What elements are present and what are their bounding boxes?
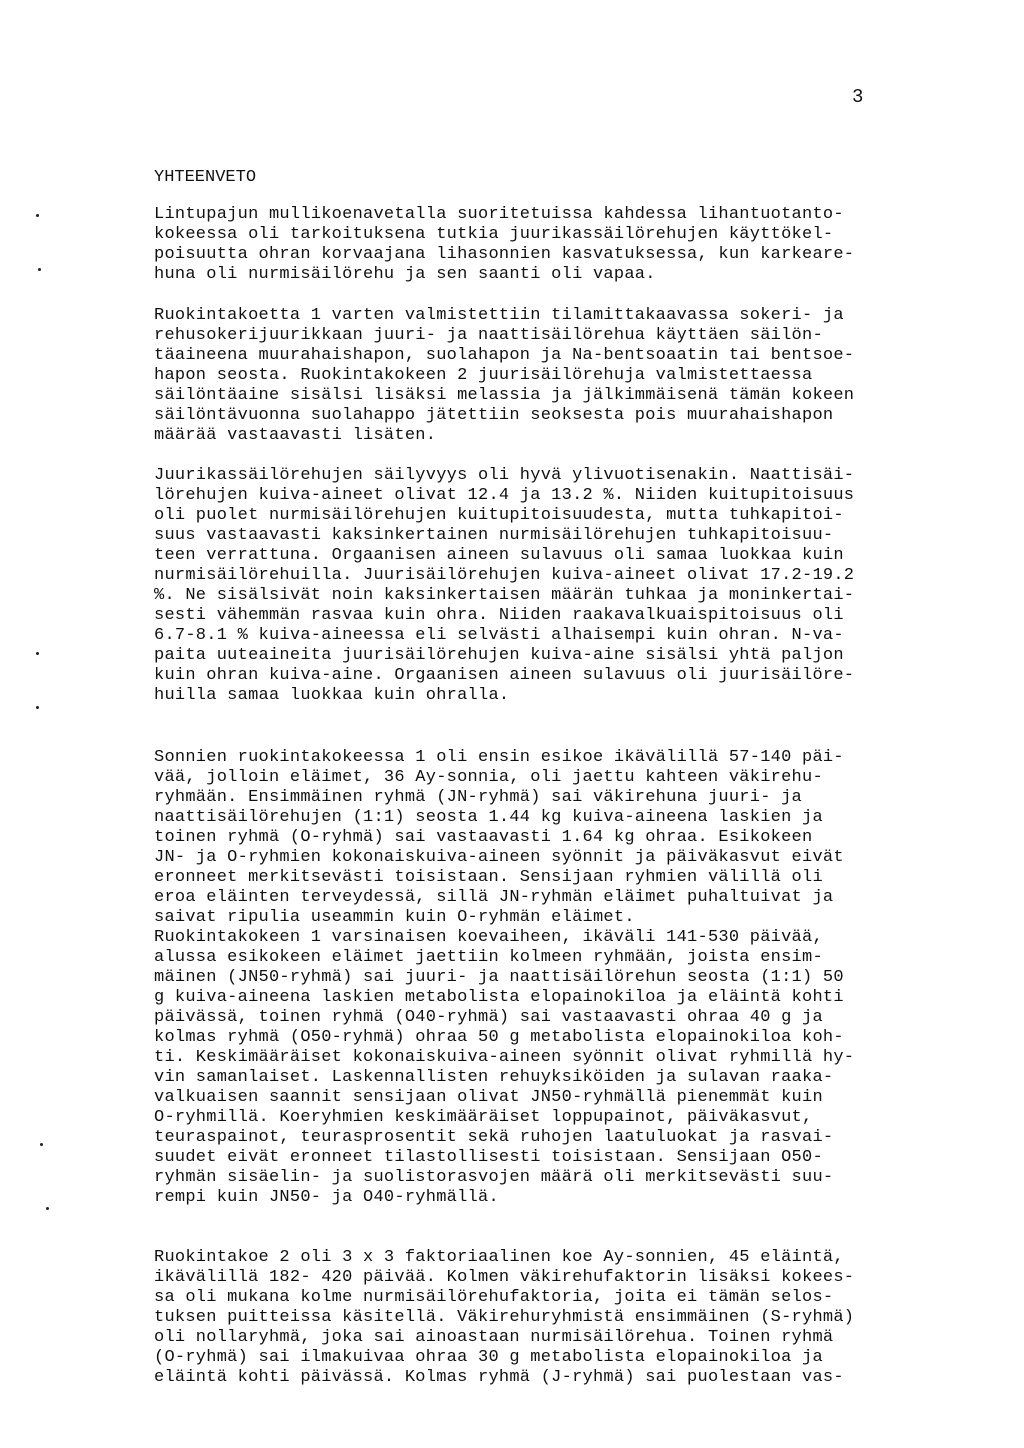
text-line: hapon seosta. Ruokintakokeen 2 juurisäilörehuja valmistettaessa: [154, 366, 813, 385]
text-line: vin samanlaiset. Laskennallisten rehuyksiköiden ja sulavan raaka-: [154, 1068, 834, 1087]
text-line: kolmas ryhmä (O50-ryhmä) ohraa 50 g metabolista elopainokiloa koh-: [154, 1028, 844, 1047]
text-line: tuksen puitteissa käsitellä. Väkirehuryhmistä ensimmäinen (S-ryhmä): [154, 1308, 855, 1327]
text-line: määrää vastaavasti lisäten.: [154, 426, 437, 445]
scan-speck: [46, 1207, 49, 1210]
text-line: toinen ryhmä (O-ryhmä) sai vastaavasti 1.64 kg ohraa. Esikokeen: [154, 828, 813, 847]
text-line: g kuiva-aineena laskien metabolista elopainokiloa ja eläintä kohti: [154, 988, 844, 1007]
text-line: kuin ohran kuiva-aine. Orgaanisen aineen sulavuus oli juurisäilöre-: [154, 666, 855, 685]
text-line: Lintupajun mullikoenavetalla suoritetuissa kahdessa lihantuotanto-: [154, 205, 844, 224]
text-line: eroa eläinten terveydessä, sillä JN-ryhmän eläimet puhaltuivat ja: [154, 888, 834, 907]
scan-speck: [36, 652, 39, 655]
text-line: huna oli nurmisäilörehu ja sen saanti oli vapaa.: [154, 265, 656, 284]
text-line: (O-ryhmä) sai ilmakuivaa ohraa 30 g metabolista elopainokiloa ja: [154, 1348, 823, 1367]
text-line: mäinen (JN50-ryhmä) sai juuri- ja naattisäilörehun seosta (1:1) 50: [154, 968, 844, 987]
text-line: 6.7-8.1 % kuiva-aineessa eli selvästi alhaisempi kuin ohran. N-va-: [154, 626, 844, 645]
paragraph-trial-2: [154, 1248, 974, 1388]
text-line: huilla samaa luokkaa kuin ohralla.: [154, 686, 510, 705]
text-line: naattisäilörehujen (1:1) seosta 1.44 kg kuiva-aineena laskien ja: [154, 808, 823, 827]
text-line: valkuaisen saannit sensijaan olivat JN50-ryhmällä pienemmät kuin: [154, 1088, 823, 1107]
paragraph-silage-preparation: [154, 306, 974, 446]
text-line: sa oli mukana kolme nurmisäilörehufaktoria, joita ei tämän selos-: [154, 1288, 834, 1307]
text-line: oli nollaryhmä, joka sai ainoastaan nurmisäilörehua. Toinen ryhmä: [154, 1328, 834, 1347]
scan-speck: [36, 214, 39, 217]
text-line: oli puolet nurmisäilörehujen kuitupitoisuudesta, mutta tuhkapitoi-: [154, 506, 844, 525]
page-number: 3: [852, 86, 864, 108]
text-line: päivässä, toinen ryhmä (O40-ryhmä) sai vastaavasti ohraa 40 g ja: [154, 1008, 823, 1027]
scan-speck: [38, 268, 41, 271]
text-line: O-ryhmillä. Koeryhmien keskimääräiset loppupainot, päiväkasvut,: [154, 1108, 813, 1127]
text-line: ryhmän sisäelin- ja suolistorasvojen määrä oli merkitsevästi suu-: [154, 1168, 834, 1187]
text-line: täaineena muurahaishapon, suolahapon ja Na-bentsoaatin tai bentsoe-: [154, 346, 855, 365]
text-line: saivat ripulia useammin kuin O-ryhmän eläimet.: [154, 908, 635, 927]
text-line: poisuutta ohran korvaajana lihasonnien kasvatuksessa, kun karkeare-: [154, 245, 855, 264]
text-line: JN- ja O-ryhmien kokonaiskuiva-aineen syönnit ja päiväkasvut eivät: [154, 848, 844, 867]
text-line: alussa esikokeen eläimet jaettiin kolmeen ryhmään, joista ensim-: [154, 948, 823, 967]
scan-speck: [36, 706, 39, 709]
text-line: teen verrattuna. Orgaanisen aineen sulavuus oli samaa luokkaa kuin: [154, 546, 844, 565]
text-line: Juurikassäilörehujen säilyvyys oli hyvä ylivuotisenakin. Naattisäi-: [154, 466, 855, 485]
text-line: sesti vähemmän rasvaa kuin ohra. Niiden raakavalkuaispitoisuus oli: [154, 606, 844, 625]
paragraph-preliminary-trial: [154, 748, 974, 928]
text-line: Ruokintakoetta 1 varten valmistettiin tilamittakaavassa sokeri- ja: [154, 306, 844, 325]
scan-speck: [40, 1143, 43, 1146]
text-line: ryhmään. Ensimmäinen ryhmä (JN-ryhmä) sai väkirehuna juuri- ja: [154, 788, 803, 807]
text-line: suudet eivät eronneet tilastollisesti toisistaan. Sensijaan O50-: [154, 1148, 823, 1167]
page-heading: YHTEENVETO: [154, 168, 257, 187]
text-line: vää, jolloin eläimet, 36 Ay-sonnia, oli jaettu kahteen väkirehu-: [154, 768, 823, 787]
text-line: rempi kuin JN50- ja O40-ryhmällä.: [154, 1188, 499, 1207]
text-line: suus vastaavasti kaksinkertainen nurmisäilörehujen tuhkapitoisuu-: [154, 526, 834, 545]
text-line: lörehujen kuiva-aineet olivat 12.4 ja 13.2 %. Niiden kuitupitoisuus: [154, 486, 855, 505]
text-line: eläintä kohti päivässä. Kolmas ryhmä (J-ryhmä) sai puolestaan vas-: [154, 1368, 844, 1387]
text-line: paita uuteaineita juurisäilörehujen kuiva-aine sisälsi yhtä paljon: [154, 646, 844, 665]
text-line: nurmisäilörehuilla. Juurisäilörehujen kuiva-aineet olivat 17.2-19.2: [154, 566, 855, 585]
paragraph-silage-quality: [154, 466, 974, 706]
text-line: ti. Keskimääräiset kokonaiskuiva-aineen syönnit olivat ryhmillä hy-: [154, 1048, 855, 1067]
paragraph-summary-intro: [154, 205, 974, 285]
text-line: eronneet merkitsevästi toisistaan. Sensijaan ryhmien välillä oli: [154, 868, 823, 887]
text-line: teuraspainot, teurasprosentit sekä ruhojen laatuluokat ja rasvai-: [154, 1128, 834, 1147]
text-line: säilöntävuonna suolahappo jätettiin seoksesta pois muurahaishapon: [154, 406, 834, 425]
text-line: kokeessa oli tarkoituksena tutkia juurikassäilörehujen käyttökel-: [154, 225, 834, 244]
text-line: ikävälillä 182- 420 päivää. Kolmen väkirehufaktorin lisäksi kokees-: [154, 1268, 855, 1287]
text-line: Sonnien ruokintakokeessa 1 oli ensin esikoe ikävälillä 57-140 päi-: [154, 748, 844, 767]
text-line: %. Ne sisälsivät noin kaksinkertaisen määrän tuhkaa ja moninkertai-: [154, 586, 855, 605]
text-line: säilöntäaine sisälsi lisäksi melassia ja jälkimmäisenä tämän kokeen: [154, 386, 855, 405]
text-line: Ruokintakoe 2 oli 3 x 3 faktoriaalinen koe Ay-sonnien, 45 eläintä,: [154, 1248, 844, 1267]
text-line: rehusokerijuurikkaan juuri- ja naattisäilörehua käyttäen säilön-: [154, 326, 823, 345]
text-line: Ruokintakokeen 1 varsinaisen koevaiheen, ikäväli 141-530 päivää,: [154, 928, 823, 947]
paragraph-main-trial-1: [154, 928, 974, 1208]
